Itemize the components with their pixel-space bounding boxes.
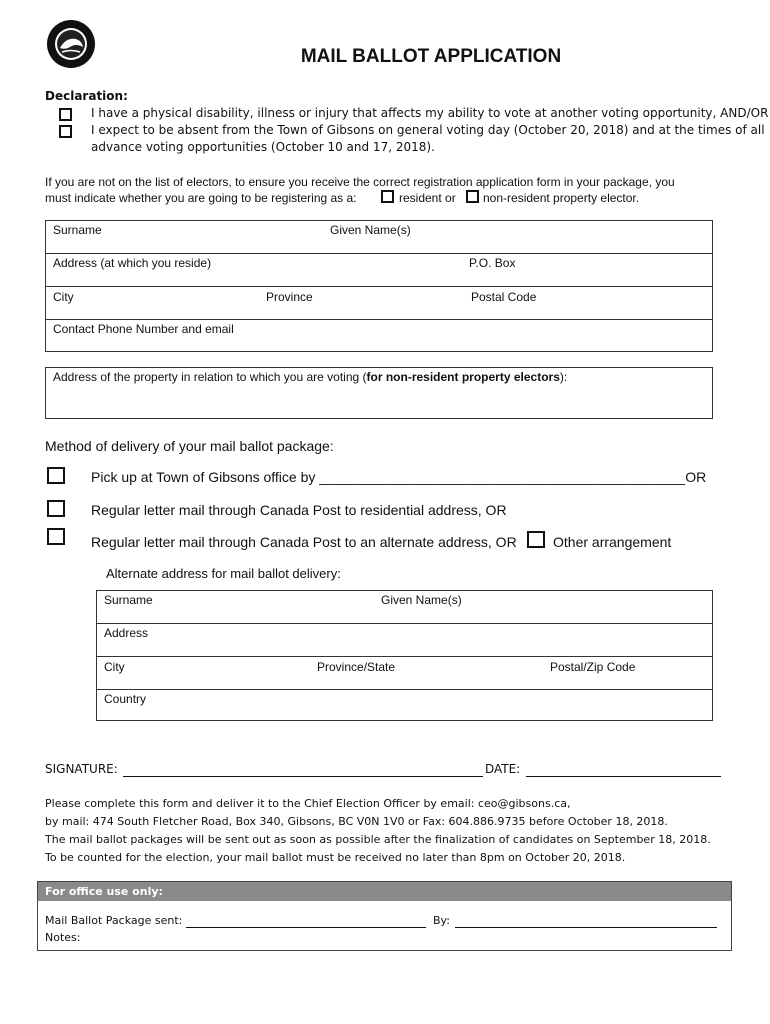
electors-text-line2: must indicate whether you are going to be registering as a: xyxy=(45,191,357,205)
alt-country-field[interactable] xyxy=(96,689,713,721)
resident-checkbox[interactable] xyxy=(381,190,394,203)
alt-given-names-label: Given Name(s) xyxy=(381,593,462,607)
property-label-prefix: Address of the property in relation to which you are voting ( xyxy=(53,370,367,384)
page-title: MAIL BALLOT APPLICATION xyxy=(300,46,562,67)
alternate-mail-checkbox[interactable] xyxy=(47,528,65,545)
alt-address-field[interactable] xyxy=(96,623,713,657)
other-arrangement-label: Other arrangement xyxy=(553,534,672,550)
electors-text-line1: If you are not on the list of electors, to ensure you receive the correct registration application form in your package, you xyxy=(45,175,675,189)
property-label-suffix: ): xyxy=(559,370,568,384)
declaration-checkbox-absent[interactable] xyxy=(59,125,72,138)
residence-address-label: Address (at which you reside) xyxy=(53,256,212,270)
instructions-line4: To be counted for the election, your mail ballot must be received no later than 8pm on October 20, 2018. xyxy=(45,851,626,864)
property-label-bold: for non-resident property electors xyxy=(366,370,560,384)
alt-address-label: Address xyxy=(104,626,149,640)
nonresident-checkbox[interactable] xyxy=(466,190,479,203)
delivery-heading: Method of delivery of your mail ballot package: xyxy=(45,438,334,454)
po-box-label: P.O. Box xyxy=(469,256,516,270)
resident-label: resident or xyxy=(399,191,456,205)
city-label: City xyxy=(53,290,74,304)
contact-label: Contact Phone Number and email xyxy=(53,322,234,336)
by-label: By: xyxy=(433,914,450,927)
declaration-option-absent-cont: advance voting opportunities (October 10 and 17, 2018). xyxy=(91,140,435,154)
residential-mail-label: Regular letter mail through Canada Post to residential address, OR xyxy=(91,502,507,518)
office-use-heading: For office use only: xyxy=(45,885,163,898)
alt-surname-label: Surname xyxy=(104,593,153,607)
instructions-line2: by mail: 474 South Fletcher Road, Box 340, Gibsons, BC V0N 1V0 or Fax: 604.886.9735 before October 18, 2018. xyxy=(45,815,668,828)
postal-code-label: Postal Code xyxy=(471,290,537,304)
date-line[interactable] xyxy=(526,776,721,777)
date-label: DATE: xyxy=(485,762,521,776)
pickup-checkbox[interactable] xyxy=(47,467,65,484)
surname-label: Surname xyxy=(53,223,102,237)
given-names-label: Given Name(s) xyxy=(330,223,411,237)
pickup-option-label: Pick up at Town of Gibsons office by _______________________________________________OR xyxy=(91,469,707,485)
alt-country-label: Country xyxy=(104,692,147,706)
package-sent-line[interactable] xyxy=(186,927,426,928)
alt-province-label: Province/State xyxy=(317,660,396,674)
alt-postal-label: Postal/Zip Code xyxy=(550,660,636,674)
declaration-heading: Declaration: xyxy=(45,89,128,103)
signature-label: SIGNATURE: xyxy=(45,762,118,776)
alternate-address-heading: Alternate address for mail ballot delivery: xyxy=(106,566,341,581)
instructions-line1: Please complete this form and deliver it to the Chief Election Officer by email: ceo@gibsons.ca, xyxy=(45,797,571,810)
instructions-line3: The mail ballot packages will be sent out as soon as possible after the finalization of candidates on September 18, 2018. xyxy=(45,833,711,846)
other-arrangement-checkbox[interactable] xyxy=(527,531,545,548)
declaration-option-disability: I have a physical disability, illness or injury that affects my ability to vote at another voting opportunity, AND/OR xyxy=(91,106,769,120)
signature-line[interactable] xyxy=(123,776,483,777)
declaration-checkbox-disability[interactable] xyxy=(59,108,72,121)
package-sent-label: Mail Ballot Package sent: xyxy=(45,914,183,927)
province-label: Province xyxy=(266,290,313,304)
property-address-label xyxy=(53,370,567,384)
by-line[interactable] xyxy=(455,927,717,928)
nonresident-label: non-resident property elector. xyxy=(483,191,640,205)
city-field[interactable] xyxy=(45,286,713,320)
residential-mail-checkbox[interactable] xyxy=(47,500,65,517)
alt-city-label: City xyxy=(104,660,125,674)
notes-label: Notes: xyxy=(45,931,81,944)
declaration-option-absent: I expect to be absent from the Town of Gibsons on general voting day (October 20, 2018) and at the times of all xyxy=(91,123,765,137)
alternate-mail-label: Regular letter mail through Canada Post to an alternate address, OR xyxy=(91,534,517,550)
